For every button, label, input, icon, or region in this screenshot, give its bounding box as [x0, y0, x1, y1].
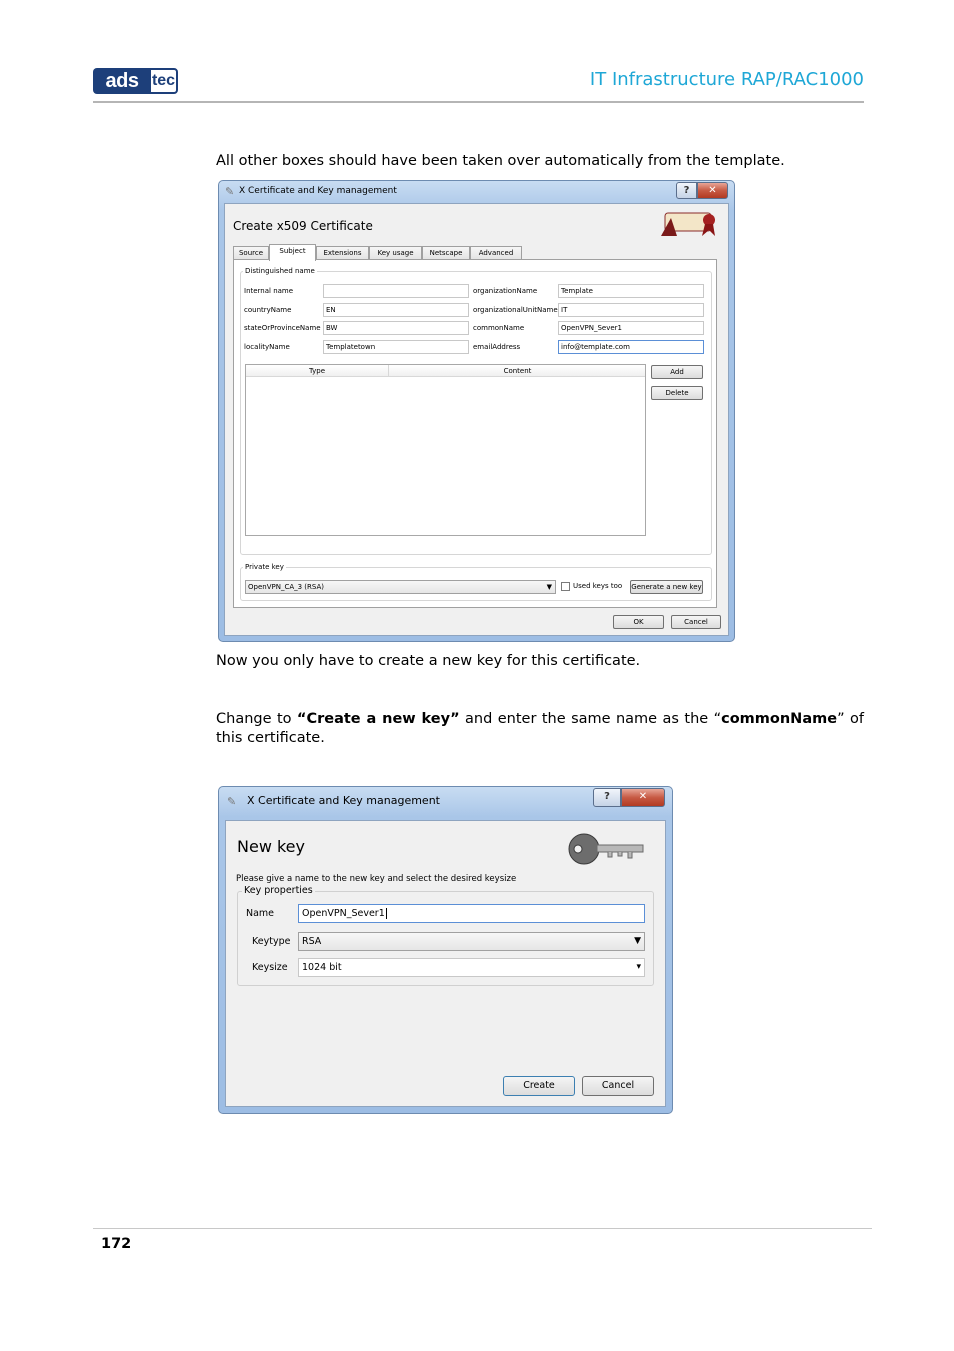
- group-label: Distinguished name: [245, 267, 315, 275]
- titlebar: [219, 787, 672, 809]
- subject-entries-table[interactable]: [245, 364, 646, 536]
- ok-button[interactable]: OK: [613, 615, 664, 629]
- add-button[interactable]: Add: [651, 365, 703, 379]
- email-input[interactable]: info@template.com: [558, 340, 704, 354]
- name-label: Name: [246, 908, 275, 919]
- text-part: ” of this certificate.: [216, 711, 864, 746]
- chevron-down-icon: ▼: [546, 583, 552, 591]
- name-input[interactable]: [298, 904, 645, 923]
- paragraph-instructions: [216, 710, 864, 748]
- column-type[interactable]: Type: [308, 367, 326, 375]
- private-key-select[interactable]: [245, 580, 556, 594]
- used-keys-label: Used keys too: [573, 582, 623, 590]
- organization-input[interactable]: Template: [558, 284, 704, 298]
- dialog-subtitle: Please give a name to the new key and select the desired keysize: [236, 874, 517, 884]
- internal-name-input[interactable]: [323, 284, 469, 298]
- create-button[interactable]: Create: [503, 1076, 575, 1096]
- tab-extensions[interactable]: Extensions: [316, 246, 369, 260]
- app-icon: ✎: [225, 185, 235, 198]
- tab-key-usage[interactable]: Key usage: [369, 246, 422, 260]
- group-label: Key properties: [244, 885, 313, 896]
- dialog-heading: Create x509 Certificate: [233, 219, 373, 233]
- app-icon: ✎: [227, 795, 237, 808]
- text-part: and enter the same name as the “: [459, 711, 722, 727]
- text-cursor: [386, 908, 387, 919]
- field-label: Internal name: [244, 287, 294, 295]
- table-header: [246, 365, 645, 377]
- group-label: Private key: [245, 563, 284, 571]
- document-title: IT Infrastructure RAP/RAC1000: [589, 69, 864, 90]
- field-label: commonName: [473, 324, 525, 332]
- titlebar: [219, 181, 734, 203]
- dialog-body: [224, 203, 729, 636]
- dialog-heading: New key: [237, 837, 305, 856]
- logo-main: ads: [93, 68, 151, 94]
- paragraph-intro: All other boxes should have been taken over automatically from the template.: [216, 153, 785, 169]
- name-value: OpenVPN_Sever1: [302, 908, 385, 919]
- close-button[interactable]: ✕: [697, 182, 728, 199]
- country-name-input[interactable]: EN: [323, 303, 469, 317]
- keysize-value: 1024 bit: [302, 962, 342, 973]
- footer-divider: [93, 1228, 872, 1229]
- subject-panel: [233, 259, 717, 608]
- tab-netscape[interactable]: Netscape: [422, 246, 470, 260]
- help-button[interactable]: ?: [676, 182, 697, 199]
- window-title: X Certificate and Key management: [239, 186, 397, 196]
- locality-input[interactable]: Templatetown: [323, 340, 469, 354]
- field-label: countryName: [244, 306, 292, 314]
- field-label: stateOrProvinceName: [244, 324, 321, 332]
- dialog-body: [225, 820, 666, 1107]
- generate-key-button[interactable]: Generate a new key: [630, 580, 703, 594]
- certificate-window: [218, 180, 735, 642]
- org-unit-input[interactable]: IT: [558, 303, 704, 317]
- tab-source[interactable]: Source: [233, 246, 269, 260]
- keytype-label: Keytype: [252, 936, 291, 947]
- key-icon: [568, 831, 648, 867]
- close-button[interactable]: ✕: [621, 788, 665, 807]
- chevron-down-icon: ▼: [634, 936, 641, 946]
- used-keys-checkbox[interactable]: [561, 582, 570, 591]
- bold-create-new-key: “Create a new key”: [296, 711, 460, 727]
- page-number: 172: [101, 1236, 132, 1252]
- state-input[interactable]: BW: [323, 321, 469, 335]
- cancel-button[interactable]: Cancel: [671, 615, 721, 629]
- field-label: organizationalUnitName: [473, 306, 558, 314]
- new-key-window: [218, 786, 673, 1114]
- field-label: localityName: [244, 343, 290, 351]
- text-part: Change to: [216, 711, 297, 727]
- delete-button[interactable]: Delete: [651, 386, 703, 400]
- chevron-down-icon: ▾: [636, 962, 641, 972]
- bold-common-name: commonName: [721, 711, 838, 727]
- tab-subject[interactable]: Subject: [269, 244, 316, 261]
- paragraph-create-key: Now you only have to create a new key for this certificate.: [216, 653, 641, 669]
- keysize-label: Keysize: [252, 962, 288, 973]
- help-button[interactable]: ?: [593, 788, 621, 807]
- common-name-input[interactable]: OpenVPN_Sever1: [558, 321, 704, 335]
- private-key-value: OpenVPN_CA_3 (RSA): [248, 583, 324, 591]
- tab-advanced[interactable]: Advanced: [470, 246, 522, 260]
- certificate-icon: [655, 210, 721, 240]
- header-divider: [93, 101, 864, 103]
- keytype-select[interactable]: [298, 932, 645, 951]
- cancel-button[interactable]: Cancel: [582, 1076, 654, 1096]
- adstec-logo: [93, 68, 178, 94]
- field-label: emailAddress: [473, 343, 521, 351]
- keytype-value: RSA: [302, 936, 322, 947]
- field-label: organizationName: [473, 287, 538, 295]
- column-content[interactable]: Content: [388, 365, 646, 377]
- logo-sub: tec: [149, 68, 178, 94]
- window-title: X Certificate and Key management: [247, 794, 440, 807]
- keysize-select[interactable]: [298, 958, 645, 977]
